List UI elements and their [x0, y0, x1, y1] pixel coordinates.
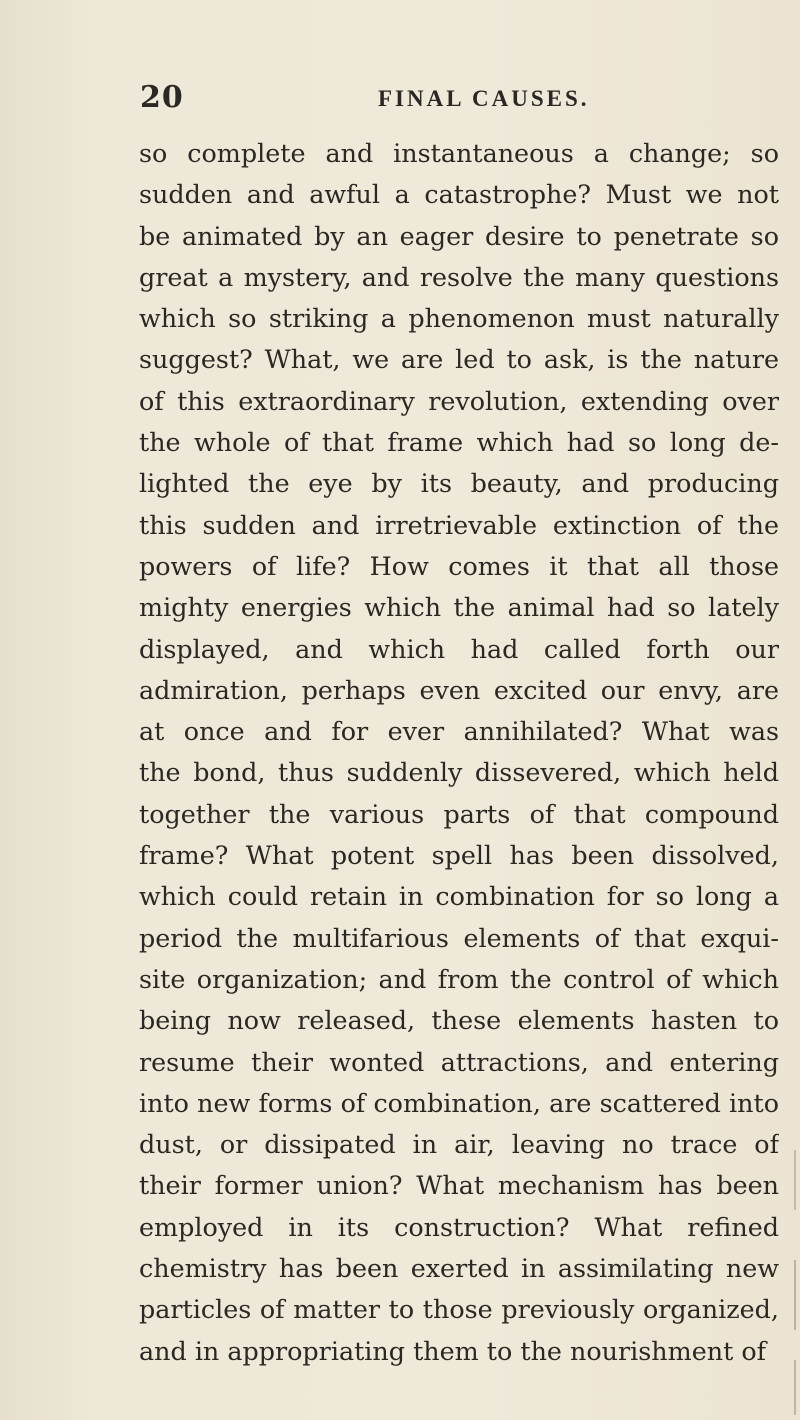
body-text [139, 133, 779, 1372]
text-line: and in appropriating them to the nourishment of [139, 1335, 767, 1366]
text-line: period the multifarious elements of that exqui- [139, 922, 779, 953]
text-line: employed in its construction? What refined [139, 1211, 779, 1242]
text-line: particles of matter to those previously organized, [139, 1294, 779, 1325]
text-line: their former union? What mechanism has been [139, 1170, 779, 1201]
text-line: great a mystery, and resolve the many questions [139, 261, 779, 292]
text-line: the whole of that frame which had so long de- [139, 427, 779, 458]
text-line: be animated by an eager desire to penetrate so [139, 220, 779, 251]
text-line: which could retain in combination for so long a [139, 881, 779, 912]
text-line: site organization; and from the control of which [139, 963, 779, 994]
text-line: which so striking a phenomenon must naturally [139, 303, 779, 334]
text-line: into new forms of combination, are scattered into [139, 1087, 779, 1118]
page-edge-shadow [794, 1150, 796, 1210]
text-line: being now released, these elements hasten to [139, 1005, 779, 1036]
text-line: so complete and instantaneous a change; so [139, 138, 779, 168]
text-line: suggest? What, we are led to ask, is the nature [139, 344, 779, 375]
page-edge-shadow [794, 1260, 796, 1330]
page-header [140, 80, 780, 120]
text-line: resume their wonted attractions, and entering [139, 1046, 779, 1077]
page-edge-shadow [794, 1360, 796, 1415]
text-line: chemistry has been exerted in assimilating new [139, 1253, 779, 1284]
page-number: 20 [140, 80, 184, 115]
text-line: admiration, perhaps even excited our envy, are [139, 674, 779, 705]
text-line: of this extraordinary revolution, extending over [139, 385, 779, 416]
text-line: mighty energies which the animal had so lately [139, 592, 779, 623]
text-line: displayed, and which had called forth our [139, 633, 779, 664]
text-line: this sudden and irretrievable extinction of the [139, 509, 779, 540]
text-line: dust, or dissipated in air, leaving no trace of [139, 1129, 779, 1160]
running-head: FINAL CAUSES. [378, 86, 590, 111]
text-line: at once and for ever annihilated? What was [139, 716, 779, 747]
text-line: sudden and awful a catastrophe? Must we not [139, 179, 779, 210]
text-line: together the various parts of that compound [139, 798, 779, 829]
text-line: the bond, thus suddenly dissevered, which held [139, 757, 779, 788]
text-line: powers of life? How comes it that all those [139, 550, 779, 581]
text-line: frame? What potent spell has been dissolved, [139, 840, 779, 871]
text-line: lighted the eye by its beauty, and producing [139, 468, 779, 499]
